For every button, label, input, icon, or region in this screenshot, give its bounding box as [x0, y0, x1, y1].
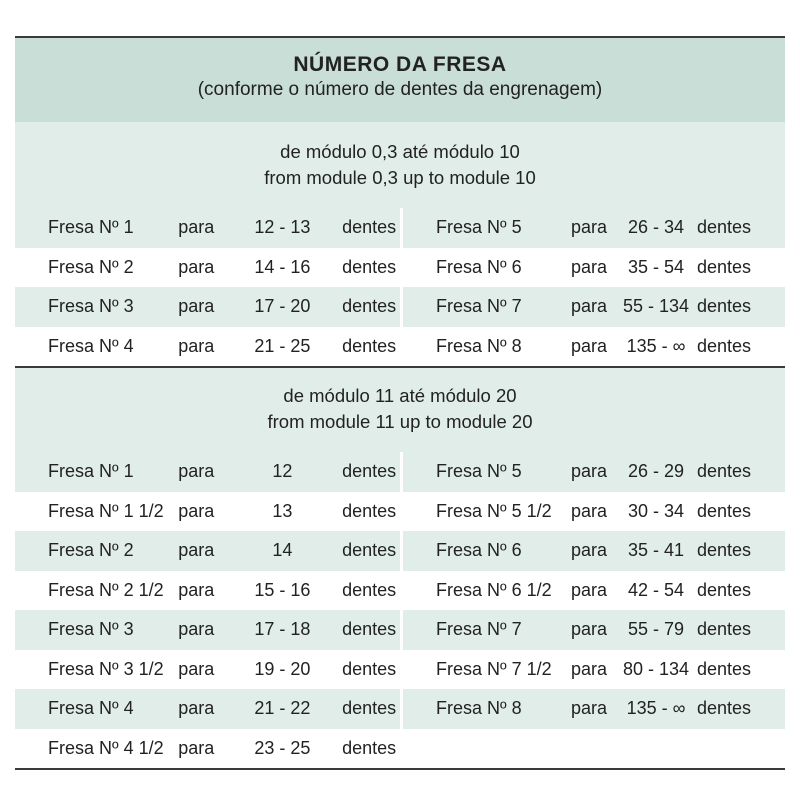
teeth-range: 13 [272, 500, 293, 521]
para-label: para [178, 540, 215, 561]
fresa-number: Fresa Nº 6 [436, 540, 522, 561]
table-row [15, 610, 785, 650]
row-right-cell [400, 650, 785, 690]
dentes-label: dentes [697, 217, 752, 238]
fresa-number: Fresa Nº 8 [436, 698, 522, 719]
section-heading-pt: de módulo 0,3 até módulo 10 [280, 141, 520, 162]
row-right-cell [400, 492, 785, 532]
dentes-label: dentes [342, 698, 397, 719]
row-left-cell [15, 610, 400, 650]
row-left-cell [15, 650, 400, 690]
fresa-number: Fresa Nº 1 [48, 217, 134, 238]
table-row [15, 287, 785, 327]
teeth-range: 26 - 34 [627, 217, 685, 238]
teeth-range: 12 - 13 [254, 217, 311, 238]
dentes-label: dentes [342, 540, 397, 561]
fresa-number: Fresa Nº 4 [48, 698, 134, 719]
row-right-cell [400, 531, 785, 571]
table-row [15, 248, 785, 288]
fresa-number: Fresa Nº 3 [48, 619, 134, 640]
table-row [15, 208, 785, 248]
fresa-number: Fresa Nº 3 1/2 [48, 658, 164, 679]
para-label: para [571, 500, 608, 521]
dentes-label: dentes [342, 335, 397, 356]
dentes-label: dentes [342, 217, 397, 238]
fresa-number: Fresa Nº 7 [436, 296, 522, 317]
fresa-number: Fresa Nº 2 1/2 [48, 579, 164, 600]
row-right-cell [400, 452, 785, 492]
para-label: para [178, 658, 215, 679]
fresa-number: Fresa Nº 5 [436, 461, 522, 482]
para-label: para [178, 335, 215, 356]
table-row [15, 650, 785, 690]
table-row [15, 492, 785, 532]
dentes-label: dentes [342, 619, 397, 640]
section-heading-en: from module 0,3 up to module 10 [264, 167, 536, 188]
fresa-number: Fresa Nº 7 1/2 [436, 658, 552, 679]
teeth-range: 19 - 20 [254, 658, 311, 679]
dentes-label: dentes [697, 579, 752, 600]
section-heading-1 [15, 122, 785, 208]
teeth-range: 23 - 25 [254, 737, 311, 758]
teeth-range: 35 - 54 [627, 256, 685, 277]
section-rows-2 [15, 452, 785, 768]
teeth-range: 55 - 79 [627, 619, 685, 640]
table-row [15, 531, 785, 571]
fresa-number: Fresa Nº 6 [436, 256, 522, 277]
para-label: para [571, 619, 608, 640]
teeth-range: 55 - 134 [622, 296, 690, 317]
dentes-label: dentes [697, 335, 752, 356]
teeth-range: 135 - ∞ [626, 335, 686, 356]
table-header [15, 36, 785, 122]
row-right-cell [400, 571, 785, 611]
para-label: para [178, 500, 215, 521]
para-label: para [571, 256, 608, 277]
dentes-label: dentes [697, 500, 752, 521]
teeth-range: 17 - 20 [254, 296, 311, 317]
dentes-label: dentes [697, 296, 752, 317]
row-left-cell [15, 689, 400, 729]
dentes-label: dentes [697, 540, 752, 561]
teeth-range: 15 - 16 [254, 579, 311, 600]
para-label: para [571, 461, 608, 482]
fresa-number: Fresa Nº 1 [48, 461, 134, 482]
row-left-cell [15, 248, 400, 288]
teeth-range: 26 - 29 [627, 461, 685, 482]
section-heading-2 [15, 366, 785, 452]
fresa-number: Fresa Nº 5 1/2 [436, 500, 552, 521]
fresa-number: Fresa Nº 3 [48, 296, 134, 317]
para-label: para [178, 737, 215, 758]
row-left-cell [15, 327, 400, 367]
table-row [15, 571, 785, 611]
table-row [15, 729, 785, 769]
row-right-cell [400, 208, 785, 248]
dentes-label: dentes [697, 619, 752, 640]
row-left-cell [15, 287, 400, 327]
dentes-label: dentes [697, 698, 752, 719]
dentes-label: dentes [342, 461, 397, 482]
para-label: para [178, 296, 215, 317]
teeth-range: 35 - 41 [627, 540, 685, 561]
fresa-number: Fresa Nº 2 [48, 256, 134, 277]
section-heading-en: from module 11 up to module 20 [267, 411, 533, 432]
row-right-cell [400, 689, 785, 729]
row-right-cell [400, 610, 785, 650]
dentes-label: dentes [342, 737, 397, 758]
fresa-number: Fresa Nº 6 1/2 [436, 579, 552, 600]
para-label: para [571, 579, 608, 600]
para-label: para [178, 461, 215, 482]
para-label: para [178, 698, 215, 719]
table-row [15, 452, 785, 492]
table-subtitle: (conforme o número de dentes da engrenagem) [197, 79, 603, 100]
row-left-cell [15, 208, 400, 248]
dentes-label: dentes [697, 256, 752, 277]
row-right-cell [400, 287, 785, 327]
teeth-range: 42 - 54 [627, 579, 685, 600]
teeth-range: 21 - 22 [254, 698, 311, 719]
para-label: para [571, 217, 608, 238]
para-label: para [178, 619, 215, 640]
dentes-label: dentes [342, 579, 397, 600]
fresa-number: Fresa Nº 5 [436, 217, 522, 238]
fresa-table [15, 36, 785, 770]
dentes-label: dentes [342, 500, 397, 521]
para-label: para [571, 540, 608, 561]
table-row [15, 689, 785, 729]
dentes-label: dentes [342, 256, 397, 277]
row-left-cell [15, 492, 400, 532]
fresa-number: Fresa Nº 2 [48, 540, 134, 561]
teeth-range: 135 - ∞ [626, 698, 686, 719]
table-title: NÚMERO DA FRESA [293, 53, 507, 76]
row-left-cell [15, 571, 400, 611]
teeth-range: 14 [272, 540, 293, 561]
para-label: para [571, 335, 608, 356]
row-left-cell [15, 452, 400, 492]
table-row [15, 327, 785, 367]
dentes-label: dentes [342, 296, 397, 317]
teeth-range: 12 [272, 461, 293, 482]
para-label: para [178, 256, 215, 277]
para-label: para [571, 658, 608, 679]
section-rows-1 [15, 208, 785, 366]
row-right-cell [400, 729, 785, 769]
dentes-label: dentes [342, 658, 397, 679]
para-label: para [178, 217, 215, 238]
para-label: para [178, 579, 215, 600]
fresa-number: Fresa Nº 4 1/2 [48, 737, 164, 758]
fresa-number: Fresa Nº 7 [436, 619, 522, 640]
fresa-number: Fresa Nº 1 1/2 [48, 500, 164, 521]
fresa-number: Fresa Nº 8 [436, 335, 522, 356]
bottom-rule [15, 768, 785, 770]
teeth-range: 30 - 34 [627, 500, 685, 521]
teeth-range: 17 - 18 [254, 619, 311, 640]
row-left-cell [15, 729, 400, 769]
row-right-cell [400, 327, 785, 367]
row-left-cell [15, 531, 400, 571]
teeth-range: 80 - 134 [622, 658, 690, 679]
para-label: para [571, 296, 608, 317]
section-heading-pt: de módulo 11 até módulo 20 [283, 385, 517, 406]
fresa-number: Fresa Nº 4 [48, 335, 134, 356]
para-label: para [571, 698, 608, 719]
dentes-label: dentes [697, 658, 752, 679]
teeth-range: 21 - 25 [254, 335, 311, 356]
row-right-cell [400, 248, 785, 288]
teeth-range: 14 - 16 [254, 256, 311, 277]
dentes-label: dentes [697, 461, 752, 482]
